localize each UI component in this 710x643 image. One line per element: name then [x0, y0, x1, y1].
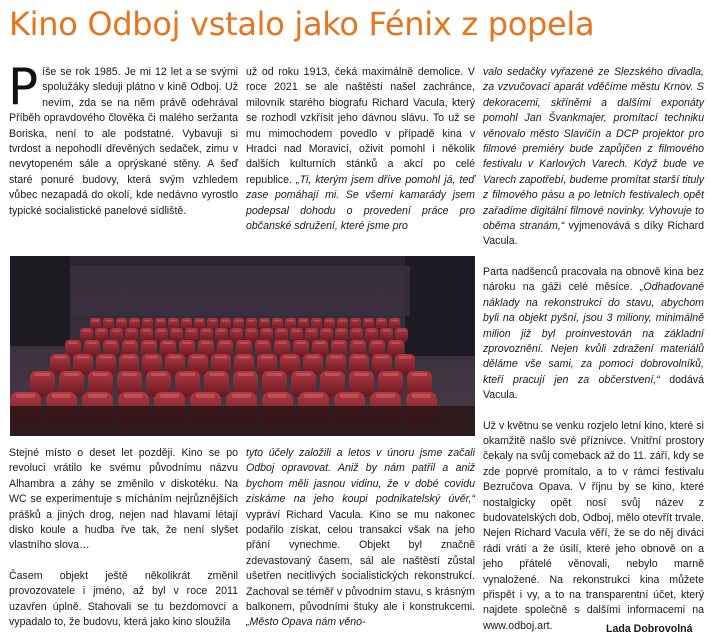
seat-highlight — [300, 320, 307, 321]
drop-cap: P — [8, 58, 39, 116]
seat-highlight — [188, 330, 196, 332]
seat-highlight — [64, 373, 79, 376]
seat-highlight — [378, 320, 385, 321]
seat-highlight — [88, 394, 107, 398]
paragraph-costs — [483, 265, 704, 404]
seat-highlight — [326, 320, 333, 321]
seat-highlight — [77, 356, 89, 359]
seat-highlight — [323, 330, 331, 332]
seat-highlight — [128, 330, 136, 332]
seat-highlight — [125, 342, 135, 344]
donors-text: vyjmenovává s díky Richard Vacula. — [483, 220, 704, 248]
seat-highlight — [232, 394, 251, 398]
paragraph-closure — [9, 569, 238, 631]
seat-highlight — [54, 356, 66, 359]
seat-highlight — [131, 320, 138, 321]
seat-highlight — [354, 373, 369, 376]
seat-highlight — [87, 342, 97, 344]
seat-highlight — [268, 394, 287, 398]
intro-text: íše se rok 1985. Je mi 12 let a se svými spolužáky sleduji plátno v kině Odboj. Už nevím, zda se na něm právě odehrával Příběh opravdového člověka či malého seržanta Boriska, není to ale podstatné. Vybavuji si tvrdost a nepohodlí dřevěných sedaček, zimu v nevytopeném sále a oprýskané stěny. A šeď staré ponuré budovy, která svým vzhledem vůbec nezapadá do okolí, kde nedávno vyrostlo typické socialistické panelové sídliště. — [9, 66, 238, 217]
seat-highlight — [215, 356, 227, 359]
purchase-quote: tyto účely založili a letos v únoru jsme začali Odboj opravovat. Aniž by nám patřil a aniž bychom měli jasnou vidinu, že v dobé covidu získáme na jeho koupi podnikatelský úvěr,“ — [246, 447, 475, 506]
seat-highlight — [113, 330, 121, 332]
seat-highlight — [330, 356, 342, 359]
seat-highlight — [340, 394, 359, 398]
seat-highlight — [278, 330, 286, 332]
seat-highlight — [151, 373, 166, 376]
seat-highlight — [196, 394, 215, 398]
seat-highlight — [196, 320, 203, 321]
seat-highlight — [325, 373, 340, 376]
seat-highlight — [334, 342, 344, 344]
seat-highlight — [293, 330, 301, 332]
seat-highlight — [83, 330, 91, 332]
costs-attribution: dodává Vacula. — [483, 373, 704, 402]
seat-highlight — [248, 320, 255, 321]
purchase-text: vypráví Richard Vacula. Kino se mu nakonec podařilo získat, celou transakci však na jeho přání vynechme. Objekt byl značně zdevastovaný časem, sál ale naštěstí zůstal ušetřen necitlivých socialistických rekonstrukcí. Zachoval se téměř v původním stavu, s krásným balkonem, původními štuky ale i konstrukcemi. — [246, 508, 475, 614]
paragraph-purchase — [246, 446, 475, 631]
seat-highlight — [218, 330, 226, 332]
article-title: Kino Odboj vstalo jako Fénix z popela — [9, 5, 595, 43]
seat-highlight — [248, 330, 256, 332]
seat-highlight — [372, 342, 382, 344]
column-1-bottom — [9, 446, 238, 630]
column-2-top — [246, 65, 475, 234]
cinema-seats-photo — [10, 256, 475, 436]
costs-text: Parta nadšenců pracovala na obnově kina bez nároku na gáži celé měsíce. — [483, 265, 704, 294]
seat-highlight — [158, 330, 166, 332]
seat-highlight — [238, 356, 250, 359]
seat-highlight — [258, 342, 268, 344]
seat-highlight — [315, 342, 325, 344]
seat-highlight — [98, 330, 106, 332]
seat-highlight — [180, 373, 195, 376]
seat-highlight — [52, 394, 71, 398]
column-2-bottom — [246, 446, 475, 631]
costs-quote: „Odhadované náklady na rekonstrukci do stavu, abychom byli na objekt pyšní, jsou 3 miliony, minimálně milion již byl proinvestován na základní zprovoznění. Nejen kvůli zdražení materiálů děláme vše sami, za pomoci dobrovolníků, kteří pracují jen za občerstvení,“ — [483, 281, 705, 386]
seat-highlight — [201, 342, 211, 344]
seat-highlight — [307, 356, 319, 359]
paragraph-rescuer — [246, 65, 475, 234]
seat-highlight — [352, 320, 359, 321]
seat-highlight — [383, 330, 391, 332]
seat-highlight — [163, 342, 173, 344]
seat-highlight — [209, 373, 224, 376]
seat-highlight — [183, 320, 190, 321]
seat-highlight — [144, 320, 151, 321]
seat-highlight — [169, 356, 181, 359]
seat-highlight — [173, 330, 181, 332]
seat-highlight — [146, 356, 158, 359]
rescuer-text: už od roku 1913, čeká maximálně demolice. V roce 2021 se ale naštěstí našel zachránce, milovník starého biografu Richard Vacula, který se rozhodl vzkřísit jeho dávnou slávu. To už se mu mimochodem povedlo v případě kina v Hradci nad Moravicí, oživit pomohl i několik dalších kulturních stánků a akcí po celé republice. — [246, 66, 475, 186]
intro-paragraph — [8, 58, 238, 219]
seat-highlight — [170, 320, 177, 321]
seat-highlight — [239, 342, 249, 344]
seat-highlight — [338, 330, 346, 332]
seat-highlight — [274, 320, 281, 321]
seat-highlight — [353, 342, 363, 344]
column-1-top — [8, 58, 238, 219]
seat-highlight — [376, 356, 388, 359]
donors-quote: valo sedačky vyřazené ze Slezského divadla, za vzvučovací aparát vděčíme městu Krnov. S dekoracemi, skříněmi a dalšími exponáty pomohl Jan Švankmajer, promítací techniku věnovalo město Slavičín a DCP projektor pro filmové premiéry bude zapůjčen z filmového festivalu v Karlových Varech. Když bude ve Varech zapotřebí, budeme promítat starší tituly z filmového pásu a po letních festivalech opět zařadíme digitální filmové novinky. Vyhovuje to oběma stranám,“ — [483, 66, 704, 233]
seat-highlight — [304, 394, 323, 398]
paragraph-donors — [483, 65, 704, 250]
seat-highlight — [92, 320, 99, 321]
seat-highlight — [144, 342, 154, 344]
seat-highlight — [209, 320, 216, 321]
seat-highlight — [296, 342, 306, 344]
seat-highlight — [391, 320, 398, 321]
seat-highlight — [160, 394, 179, 398]
seat-highlight — [353, 330, 361, 332]
seat-highlight — [383, 373, 398, 376]
paragraph-disco — [9, 446, 238, 554]
seat-highlight — [398, 330, 406, 332]
reopening-text: Už v květnu se venku rozjelo letní kino, které si okamžitě našlo své příznivce. Vnitřní prostory čekaly na svůj comeback až do 11. září, kdy se zde poprvé promítalo, a to v rámci festivalu Bezručova Opava. V říjnu by se kino, které nostalgicky opět nosí svůj název z budovatelských dob, Odboj, mělo otevřít trvale. Nejen Richard Vacula věří, že se do něj diváci rádi vrátí a že úsilí, které jeho obnově on a jeho přátelé věnovali, nebylo marně vynaložené. Na rekonstrukci kina můžete přispět i vy, a to na transparentní účet, který najdete společně s dalšími informacemi na www.odboj.art. — [483, 419, 704, 632]
column-3 — [483, 65, 704, 634]
seat-highlight — [277, 342, 287, 344]
seat-highlight — [412, 373, 427, 376]
seat-highlight — [16, 394, 35, 398]
rescuer-quote: „Ti, kterým jsem dříve pomohl já, teď zase pomáhají mi. Se všemi kamarády jsem podepsal dohodu o provedení práce pro občanské sdružení, které jsme pro — [246, 173, 475, 233]
seat-highlight — [143, 330, 151, 332]
seat-highlight — [238, 373, 253, 376]
seat-highlight — [263, 330, 271, 332]
seat-highlight — [192, 356, 204, 359]
seat-highlight — [287, 320, 294, 321]
seat-highlight — [296, 373, 311, 376]
seat-highlight — [68, 342, 78, 344]
seat-highlight — [365, 320, 372, 321]
seat-highlight — [261, 320, 268, 321]
seat-highlight — [235, 320, 242, 321]
seat-highlight — [222, 320, 229, 321]
seat-highlight — [105, 320, 112, 321]
seat-highlight — [353, 356, 365, 359]
closure-text: Časem objekt ještě několikrát změnil provozovatele i jméno, až byl v roce 2011 uzavřen úplně. Stahovali se tu bezdomovci a vypadalo to, že budovu, která jako kino sloužila — [9, 569, 238, 629]
disco-text: Stejné místo o deset let později. Kino se po revoluci vrátilo ke svému původnímu názvu Alhambra a záhy se změnilo v diskotéku. Na WC se experimentuje s mícháním nejrůznějších prášků a jiných drog, nejen nad hlavami létají disko koule a hudba řve tak, že není slyšet vlastního slova… — [9, 447, 238, 552]
seat-highlight — [123, 356, 135, 359]
seat-highlight — [339, 320, 346, 321]
seat-highlight — [100, 356, 112, 359]
seat-highlight — [368, 330, 376, 332]
seat-highlight — [220, 342, 230, 344]
seat-highlight — [182, 342, 192, 344]
seat-highlight — [118, 320, 125, 321]
seat-highlight — [124, 394, 143, 398]
seat-highlight — [376, 394, 395, 398]
seat-highlight — [203, 330, 211, 332]
seat-highlight — [284, 356, 296, 359]
seat-highlight — [267, 373, 282, 376]
seat-highlight — [35, 373, 50, 376]
seat-highlight — [106, 342, 116, 344]
seat-highlight — [157, 320, 164, 321]
cinema-seats-illustration — [10, 256, 475, 436]
seat-highlight — [391, 342, 401, 344]
seat-highlight — [399, 356, 411, 359]
seat-highlight — [93, 373, 108, 376]
paragraph-reopening — [483, 419, 704, 635]
seat-highlight — [233, 330, 241, 332]
author-signature: Lada Dobrovolná — [606, 623, 693, 635]
seat-highlight — [308, 330, 316, 332]
city-quote: „Město Opava nám věno- — [246, 616, 366, 629]
seat-highlight — [122, 373, 137, 376]
seat-highlight — [412, 394, 431, 398]
seat-highlight — [313, 320, 320, 321]
seat-highlight — [261, 356, 273, 359]
